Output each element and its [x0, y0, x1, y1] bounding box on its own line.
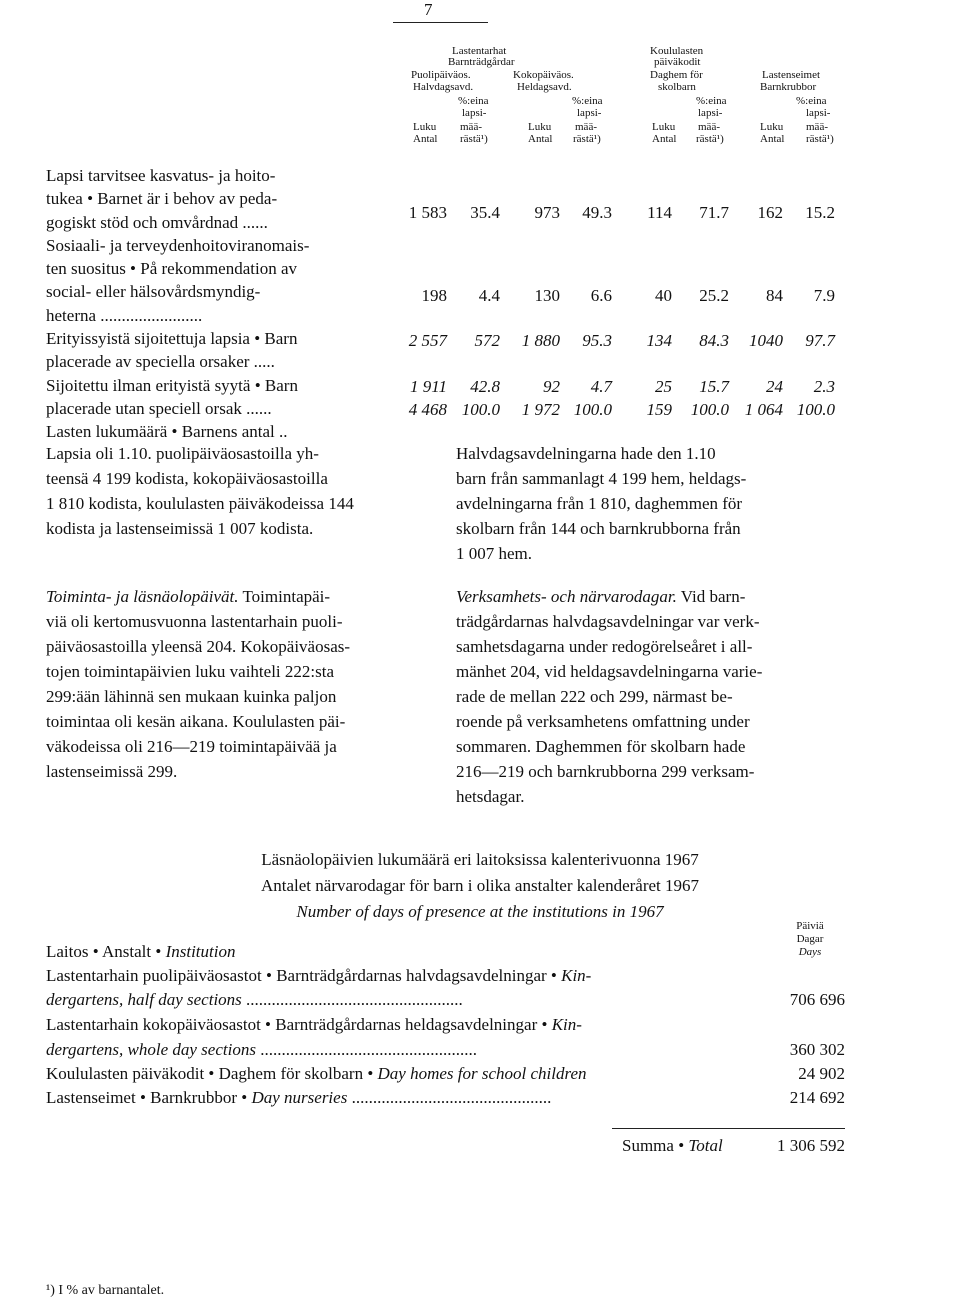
- table-cell: 1040: [749, 331, 783, 350]
- sub-header-half-sv: Halvdagsavd.: [413, 81, 474, 93]
- text-line: lastenseimissä 299.: [46, 762, 178, 781]
- table-cell: 7.9: [813, 286, 835, 305]
- count-header: Antal: [528, 133, 553, 145]
- section-heading: Verksamhets- och närvarodagar.: [456, 587, 677, 606]
- days-row-label: Lastentarhain kokopäiväosastot • Barnträdgårdarnas heldagsavdelningar •: [46, 1015, 552, 1034]
- pct-header: mää-: [806, 121, 828, 133]
- row-label-line: Erityissyistä sijoitettuja lapsia • Barn: [46, 329, 298, 349]
- table-cell: 4.4: [478, 286, 500, 305]
- group-header-schoolchildren-3: Daghem för: [650, 69, 703, 81]
- table-cell: 100.0: [796, 400, 835, 419]
- days-row-label-en: dergartens, whole day sections: [46, 1040, 256, 1059]
- pct-header: rästä¹): [573, 133, 601, 145]
- days-row-label: Koululasten päiväkodit • Daghem för skolbarn •: [46, 1064, 378, 1083]
- pct-header: %:eina: [458, 95, 489, 107]
- table-cell: 95.3: [582, 331, 612, 350]
- table-cell: 1 911: [410, 377, 447, 396]
- row-label-line: tukea • Barnet är i behov av peda-: [46, 189, 278, 209]
- text-line: 299:ään lähinnä sen mukaan kuinka paljon: [46, 687, 337, 706]
- days-row-label-en: dergartens, half day sections: [46, 990, 242, 1009]
- text-line: samhetsdagarna under redogörelseåret i all-: [456, 637, 753, 656]
- group-header-nurseries-sv: Barnkrubbor: [760, 81, 817, 93]
- text-line: avdelningarna från 1 810, daghemmen för: [456, 494, 743, 513]
- row-label-line: Lasten lukumäärä • Barnens antal ..: [46, 422, 288, 442]
- group-header-nurseries-fi: Lastenseimet: [762, 69, 821, 81]
- text-line: roende på verksamhetens omfattning under: [456, 712, 750, 731]
- table-cell: 130: [534, 286, 560, 305]
- count-header: Luku: [413, 121, 437, 133]
- paragraph-sv-1: [456, 441, 846, 566]
- days-row-label-en: Kin-: [551, 1015, 582, 1034]
- text-line: Vid barn-: [676, 587, 746, 606]
- table-cell: 134: [646, 331, 672, 350]
- table-cell: 100.0: [690, 400, 729, 419]
- days-col-fi: Päiviä: [796, 920, 824, 932]
- text-line: rade de mellan 222 och 299, närmast be-: [456, 687, 733, 706]
- text-line: väkodeissa oli 216—219 toimintapäivää ja: [46, 737, 337, 756]
- pct-header: rästä¹): [806, 133, 834, 145]
- days-title-fi: Läsnäolopäivien lukumäärä eri laitoksissa kalenterivuonna 1967: [261, 850, 699, 869]
- pct-header: %:eina: [696, 95, 727, 107]
- days-column-header: [780, 920, 840, 959]
- row-label-line: placerade av speciella orsaker .....: [46, 352, 275, 372]
- days-row-label-en: Day nurseries: [251, 1088, 348, 1107]
- days-value: 214 692: [789, 1088, 845, 1107]
- sum-rule: [612, 1128, 845, 1129]
- table-cell: 92: [543, 377, 560, 396]
- text-line: Halvdagsavdelningarna hade den 1.10: [456, 444, 716, 463]
- table-cell: 6.6: [590, 286, 612, 305]
- pct-header: lapsi-: [462, 107, 487, 119]
- text-line: tojen toimintapäivien luku vaihteli 222:sta: [46, 662, 335, 681]
- row-label-line: placerade utan speciell orsak ......: [46, 398, 272, 418]
- count-header: Antal: [652, 133, 677, 145]
- text-line: viä oli kertomusvuonna lastentarhain puoli-: [46, 612, 343, 631]
- table-cell: 159: [646, 400, 672, 419]
- table-cell: 15.7: [699, 377, 729, 396]
- days-row-2b: dergartens, whole day sections ...................................................: [46, 1040, 477, 1059]
- table-cell: 4.7: [590, 377, 612, 396]
- row-label-line: Sijoitettu ilman erityistä syytä • Barn: [46, 375, 298, 395]
- table-cell: 2.3: [813, 377, 835, 396]
- pct-header: mää-: [460, 121, 482, 133]
- table-cell: 15.2: [805, 203, 835, 222]
- section-heading: Toiminta- ja läsnäolopäivät.: [46, 587, 239, 606]
- days-row-3: [46, 1064, 587, 1084]
- days-title-en: Number of days of presence at the institutions in 1967: [296, 902, 664, 921]
- text-line: 1 007 hem.: [456, 544, 533, 563]
- pct-header: %:eina: [572, 95, 603, 107]
- days-col-sv: Dagar: [796, 933, 824, 945]
- table-cell: 71.7: [699, 203, 729, 222]
- sum-label-en: Total: [688, 1136, 723, 1155]
- text-line: hetsdagar.: [456, 787, 525, 806]
- pct-header: mää-: [698, 121, 720, 133]
- table-cell: 49.3: [582, 203, 612, 222]
- text-line: 1 810 kodista, koululasten päiväkodeissa 144: [46, 494, 354, 513]
- table-cell: 1 583: [408, 203, 447, 222]
- text-line: Toimintapäi-: [238, 587, 331, 606]
- table-values: [0, 0, 960, 430]
- sub-header-whole-sv: Heldagsavd.: [517, 81, 572, 93]
- days-row-label: Lastenseimet • Barnkrubbor •: [46, 1088, 252, 1107]
- text-line: barn från sammanlagt 4 199 hem, heldags-: [456, 469, 747, 488]
- table-cell: 114: [647, 203, 672, 222]
- row-label-line: Lapsi tarvitsee kasvatus- ja hoito-: [46, 166, 276, 185]
- row-label-line: Sosiaali- ja terveydenhoitoviranomais-: [46, 235, 310, 255]
- paragraph-fi-1: [46, 441, 433, 541]
- days-value: 360 302: [789, 1040, 845, 1059]
- text-line: kodista ja lastenseimissä 1 007 kodista.: [46, 519, 314, 538]
- footnote: ¹) I % av barnantalet.: [46, 1283, 165, 1298]
- days-row-4: Lastenseimet • Barnkrubbor • Day nurseries ...............................................: [46, 1088, 552, 1107]
- days-row-label: Lastentarhain puolipäiväosastot • Barnträdgårdarnas halvdagsavdelningar •: [46, 966, 562, 985]
- days-value: 706 696: [789, 990, 845, 1009]
- row-label-line: gogiskt stöd och omvårdnad ......: [46, 212, 268, 232]
- table-cell: 24: [766, 377, 783, 396]
- table-cell: 84: [766, 286, 783, 305]
- text-line: Lapsia oli 1.10. puolipäiväosastoilla yh-: [46, 444, 319, 463]
- sum-label-fi-sv: Summa •: [622, 1136, 689, 1155]
- days-value: 24 902: [798, 1064, 845, 1083]
- pct-header: lapsi-: [698, 107, 723, 119]
- days-row-1b: dergartens, half day sections ...................................................: [46, 990, 463, 1009]
- text-line: trädgårdarnas halvdagsavdelningar var verk-: [456, 612, 760, 631]
- table-cell: 1 064: [744, 400, 783, 419]
- sub-header-whole-fi: Kokopäiväos.: [513, 69, 574, 81]
- days-row-label-en: Kin-: [561, 966, 592, 985]
- table-cell: 42.8: [470, 377, 500, 396]
- days-col-en: Days: [798, 946, 822, 958]
- pct-header: rästä¹): [696, 133, 724, 145]
- table-cell: 162: [757, 203, 783, 222]
- group-header-kindergartens-fi: Lastentarhat: [452, 45, 507, 57]
- table-cell: 97.7: [805, 331, 835, 350]
- text-line: teensä 4 199 kodista, kokopäiväosastoilla: [46, 469, 328, 488]
- days-row-label-en: Day homes for school children: [377, 1064, 587, 1083]
- institution-header: [46, 942, 235, 962]
- sub-header-half-fi: Puolipäiväos.: [411, 69, 471, 81]
- paragraph-sv-2: [456, 584, 846, 809]
- institution-header-en: Institution: [165, 942, 236, 961]
- count-header: Luku: [652, 121, 676, 133]
- text-line: päiväosastoilla yleensä 204. Kokopäiväosas-: [46, 637, 351, 656]
- text-line: skolbarn från 144 och barnkrubborna från: [456, 519, 741, 538]
- pct-header: rästä¹): [460, 133, 488, 145]
- sum-value: 1 306 592: [777, 1136, 845, 1155]
- pct-header: %:eina: [796, 95, 827, 107]
- days-row-2a: [46, 1015, 582, 1035]
- table-cell: 35.4: [470, 203, 500, 222]
- days-row-1a: [46, 966, 591, 986]
- table-cell: 40: [655, 286, 672, 305]
- table-cell: 572: [474, 331, 500, 350]
- pct-header: mää-: [575, 121, 597, 133]
- text-line: toimintaa oli kesän aikana. Koululasten päi-: [46, 712, 346, 731]
- table-cell: 100.0: [461, 400, 500, 419]
- table-cell: 25: [655, 377, 672, 396]
- sum-label: [622, 1136, 723, 1156]
- row-label-line: heterna ........................: [46, 305, 203, 325]
- count-header: Antal: [760, 133, 785, 145]
- group-header-kindergartens-sv: Barnträdgårdar: [448, 56, 515, 68]
- table-cell: 1 880: [521, 331, 560, 350]
- paragraph-fi-2: [46, 584, 433, 784]
- row-label-line: ten suositus • På rekommendation av: [46, 259, 297, 279]
- group-header-schoolchildren-2: päiväkodit: [654, 56, 701, 68]
- table-cell: 84.3: [699, 331, 729, 350]
- table-cell: 2 557: [408, 331, 447, 350]
- days-title-sv: Antalet närvarodagar för barn i olika anstalter kalenderåret 1967: [260, 876, 700, 895]
- text-line: 216—219 och barnkrubborna 299 verksam-: [456, 762, 755, 781]
- count-header: Antal: [413, 133, 438, 145]
- group-header-schoolchildren-4: skolbarn: [658, 81, 696, 93]
- table-cell: 4 468: [408, 400, 447, 419]
- page-number: 7: [424, 0, 433, 19]
- table-cell: 100.0: [573, 400, 612, 419]
- institution-header-fi-sv: Laitos • Anstalt •: [46, 942, 166, 961]
- pct-header: lapsi-: [577, 107, 602, 119]
- group-header-schoolchildren-1: Koululasten: [650, 45, 704, 57]
- table-cell: 973: [534, 203, 560, 222]
- count-header: Luku: [760, 121, 784, 133]
- table-cell: 1 972: [521, 400, 560, 419]
- table-cell: 25.2: [699, 286, 729, 305]
- text-line: mänhet 204, vid heldagsavdelningarna varie-: [456, 662, 763, 681]
- pct-header: lapsi-: [806, 107, 831, 119]
- text-line: sommaren. Daghemmen för skolbarn hade: [456, 737, 746, 756]
- count-header: Luku: [528, 121, 552, 133]
- table-cell: 198: [421, 286, 447, 305]
- row-label-line: social- eller hälsovårdsmyndig-: [46, 282, 261, 302]
